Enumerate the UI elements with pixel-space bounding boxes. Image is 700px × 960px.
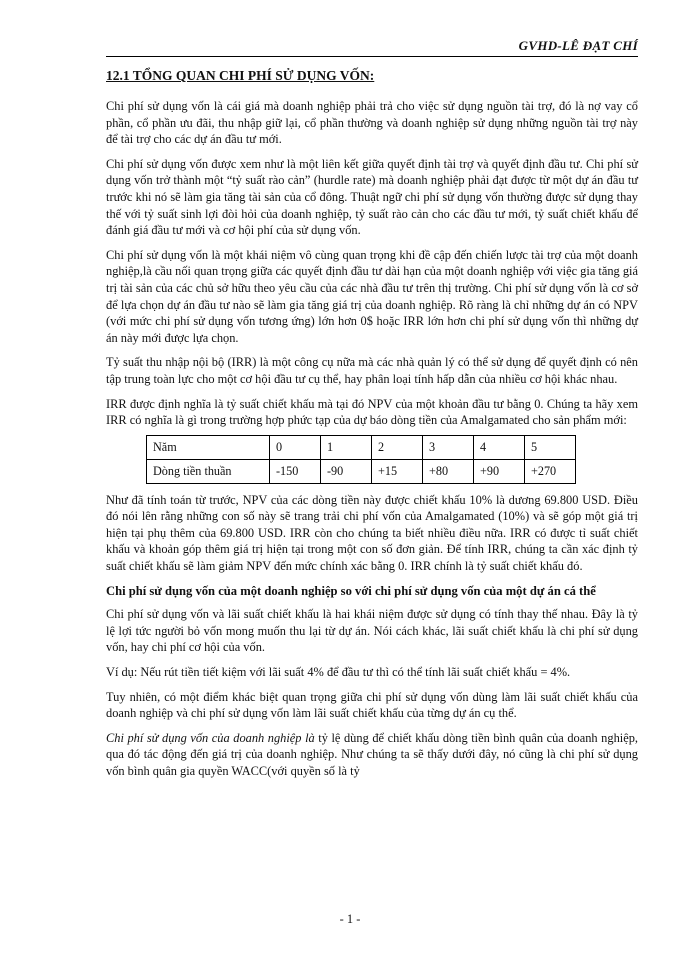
- table-cell-year: 5: [525, 435, 576, 459]
- table-cell-cashflow: +270: [525, 459, 576, 483]
- table-cell-year: 0: [270, 435, 321, 459]
- table-cell-cashflow: +90: [474, 459, 525, 483]
- table-cell-cashflow: -90: [321, 459, 372, 483]
- table-cell-year: 1: [321, 435, 372, 459]
- page-number: - 1 -: [339, 912, 361, 926]
- table-cell-year: 2: [372, 435, 423, 459]
- paragraph-difference: Tuy nhiên, có một điểm khác biệt quan trọng giữa chi phí sử dụng vốn dùng làm lãi suất chiết khấu của doanh nghiệp và chi phí sử dụng vốn làm lãi suất chiết khấu của từng dự án cụ thể.: [106, 689, 638, 721]
- table-cell-cashflow: -150: [270, 459, 321, 483]
- paragraph-wacc: [106, 730, 638, 780]
- paragraph-importance: Chi phí sử dụng vốn là một khái niệm vô cùng quan trọng khi đề cập đến chiến lược tài trợ của một doanh nghiệp,là cầu nối quan trọng giữa các quyết định đầu tư dài hạn của một doanh nghiệp với việc gia tăng giá trị tài sản của các chủ sở hữu theo yêu cầu của các nhà đầu tư trên thị trường. Chi phí sử dụng vốn là cơ sở để lựa chọn dự án đầu tư nào sẽ làm gia tăng giá trị của doanh nghiệp. Rõ ràng là chỉ những dự án có NPV (với mức chi phí sử dụng vốn tương ứng) lớn hơn 0$ hoặc IRR lớn hơn chi phí sử dụng vốn thì những dự án này mới được lựa chọn.: [106, 247, 638, 345]
- paragraph-example: Ví dụ: Nếu rút tiền tiết kiệm với lãi suất 4% để đầu tư thì có thể tính lãi suất chiết khấu = 4%.: [106, 665, 571, 680]
- subheading: Chi phí sử dụng vốn của một doanh nghiệp so với chi phí sử dụng vốn của một dự án cá thể: [106, 583, 596, 598]
- table-cell-cashflow-label: Dòng tiền thuần: [147, 459, 270, 483]
- table-cell-year: 3: [423, 435, 474, 459]
- table-cell-cashflow: +15: [372, 459, 423, 483]
- paragraph-irr-definition: IRR được định nghĩa là tỷ suất chiết khấu mà tại đó NPV của một khoản đầu tư bằng 0. Chúng ta hãy xem IRR có nghĩa là gì trong trường hợp phức tạp của dự báo dòng tiền của Amalgamated cho sản phẩm mới:: [106, 396, 638, 428]
- table-cell-cashflow: +80: [423, 459, 474, 483]
- document-page: [106, 38, 638, 780]
- paragraph-irr-tool: Tỷ suất thu nhập nội bộ (IRR) là một công cụ nữa mà các nhà quản lý có thể sử dụng để quyết định có nên tập trung toàn lực cho một cơ hội đầu tư cụ thể, hay phân loại tính hấp dẫn của nhiều cơ hội khác nhau.: [106, 355, 638, 386]
- table-row-years: [147, 435, 576, 459]
- page-header: GVHD-LÊ ĐẠT CHÍ: [106, 38, 638, 57]
- paragraph-definition: Chi phí sử dụng vốn là cái giá mà doanh nghiệp phải trả cho việc sử dụng nguồn tài trợ, đó là nợ vay cổ phần, cổ phần ưu đãi, thu nhập giữ lại, cổ phần thường và doanh nghiệp sử dụng những nguồn tài trợ này để tài trợ cho các dự án đầu tư mới.: [106, 99, 638, 147]
- cashflow-table: [146, 435, 576, 484]
- paragraph-wacc-lead: Chi phí sử dụng vốn của doanh nghiệp là: [106, 730, 315, 745]
- table-cell-year-label: Năm: [147, 435, 270, 459]
- paragraph-wacc-rest: tỷ lệ dùng để chiết khấu dòng tiền bình quân của doanh nghiệp, qua đó tác động đến giá trị của doanh nghiệp. Như chúng ta sẽ thấy dưới đây, nó cũng là chi phí sử dụng vốn bình quân gia quyền WACC(với quyền số là tỷ: [106, 730, 639, 778]
- paragraph-npv-example: Như đã tính toán từ trước, NPV của các dòng tiền này được chiết khấu 10% là dương 69.800 USD. Điều đó nói lên rằng những con số này sẽ trang trải chi phí vốn của Amalgamated (10%) và sẽ góp một giá trị hiện tại phụ thêm của 69.800 USD. IRR còn cho chúng ta biết nhiều điều nữa. IRR có được tỉ suất chiết khấu và khoản góp thêm giá trị hiện tại trong một con số đơn giản. Để tính IRR, chúng ta cần xác định tỷ suất chiết khấu sẽ làm giảm NPV đến mức chính xác bằng 0. IRR chính là tỷ suất chiết khấu đó.: [106, 492, 638, 574]
- section-title: 12.1 TỔNG QUAN CHI PHÍ SỬ DỤNG VỐN:: [106, 68, 375, 83]
- paragraph-hurdle-rate: Chi phí sử dụng vốn được xem như là một liên kết giữa quyết định tài trợ và quyết định đầu tư. Chi phí sử dụng vốn trở thành một “tỷ suất rào cản” (hurdle rate) mà doanh nghiệp phải đạt được từ một dự án đầu tư trước khi nó sẽ làm gia tăng tài sản của cổ đông. Thuật ngữ chi phí sử dụng vốn thường được sử dụng thay thế với tỷ suất sinh lợi đòi hỏi của doanh nghiệp, tỷ suất rào cản cho các đầu tư mới, tỷ suất chiết khấu để đánh giá đầu tư mới và cơ hội phí của sử dụng vốn.: [106, 156, 638, 238]
- table-cell-year: 4: [474, 435, 525, 459]
- table-row-cashflows: [147, 459, 576, 483]
- paragraph-discount-rate: Chi phí sử dụng vốn và lãi suất chiết khấu là hai khái niệm được sử dụng có tính thay thế nhau. Đây là tỷ lệ lợi tức người bỏ vốn mong muốn thu lại từ dự án. Nói cách khác, lãi suất chiết khấu là chi phí sử dụng vốn, hay chi phí cơ hội của vốn.: [106, 607, 638, 655]
